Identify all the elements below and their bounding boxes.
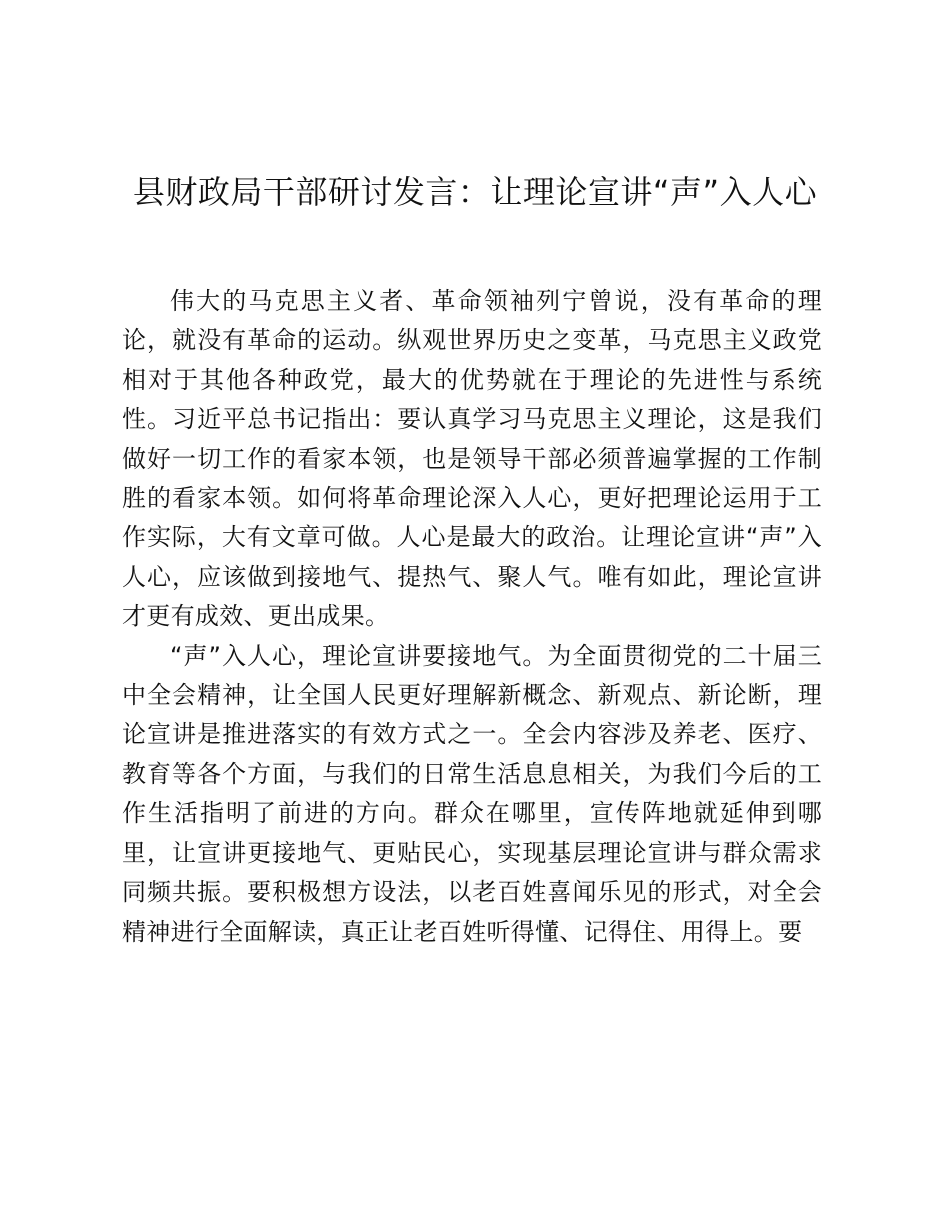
paragraph-1: 伟大的马克思主义者、革命领袖列宁曾说，没有革命的理论，就没有革命的运动。纵观世界历史之变革，马克思主义政党相对于其他各种政党，最大的优势就在于理论的先进性与系统性。习近平总书记指出：要认真学习马克思主义理论，这是我们做好一切工作的看家本领，也是领导干部必须普遍掌握的工作制胜的看家本领。如何将革命理论深入人心，更好把理论运用于工作实际，大有文章可做。人心是最大的政治。让理论宣讲“声”入人心，应该做到接地气、提热气、聚人气。唯有如此，理论宣讲才更有成效、更出成果。 [122,287,822,631]
document-body [122,282,822,952]
document-title: 县财政局干部研讨发言：让理论宣讲“声”入人心 [132,173,818,211]
paragraph-2: “声”入人心，理论宣讲要接地气。为全面贯彻党的二十届三中全会精神，让全国人民更好理解新概念、新观点、新论断，理论宣讲是推进落实的有效方式之一。全会内容涉及养老、医疗、教育等各个方面，与我们的日常生活息息相关，为我们今后的工作生活指明了前进的方向。群众在哪里，宣传阵地就延伸到哪里，让宣讲更接地气、更贴民心，实现基层理论宣讲与群众需求同频共振。要积极想方设法，以老百姓喜闻乐见的形式，对全会精神进行全面解读，真正让老百姓听得懂、记得住、用得上。要 [122,641,822,946]
